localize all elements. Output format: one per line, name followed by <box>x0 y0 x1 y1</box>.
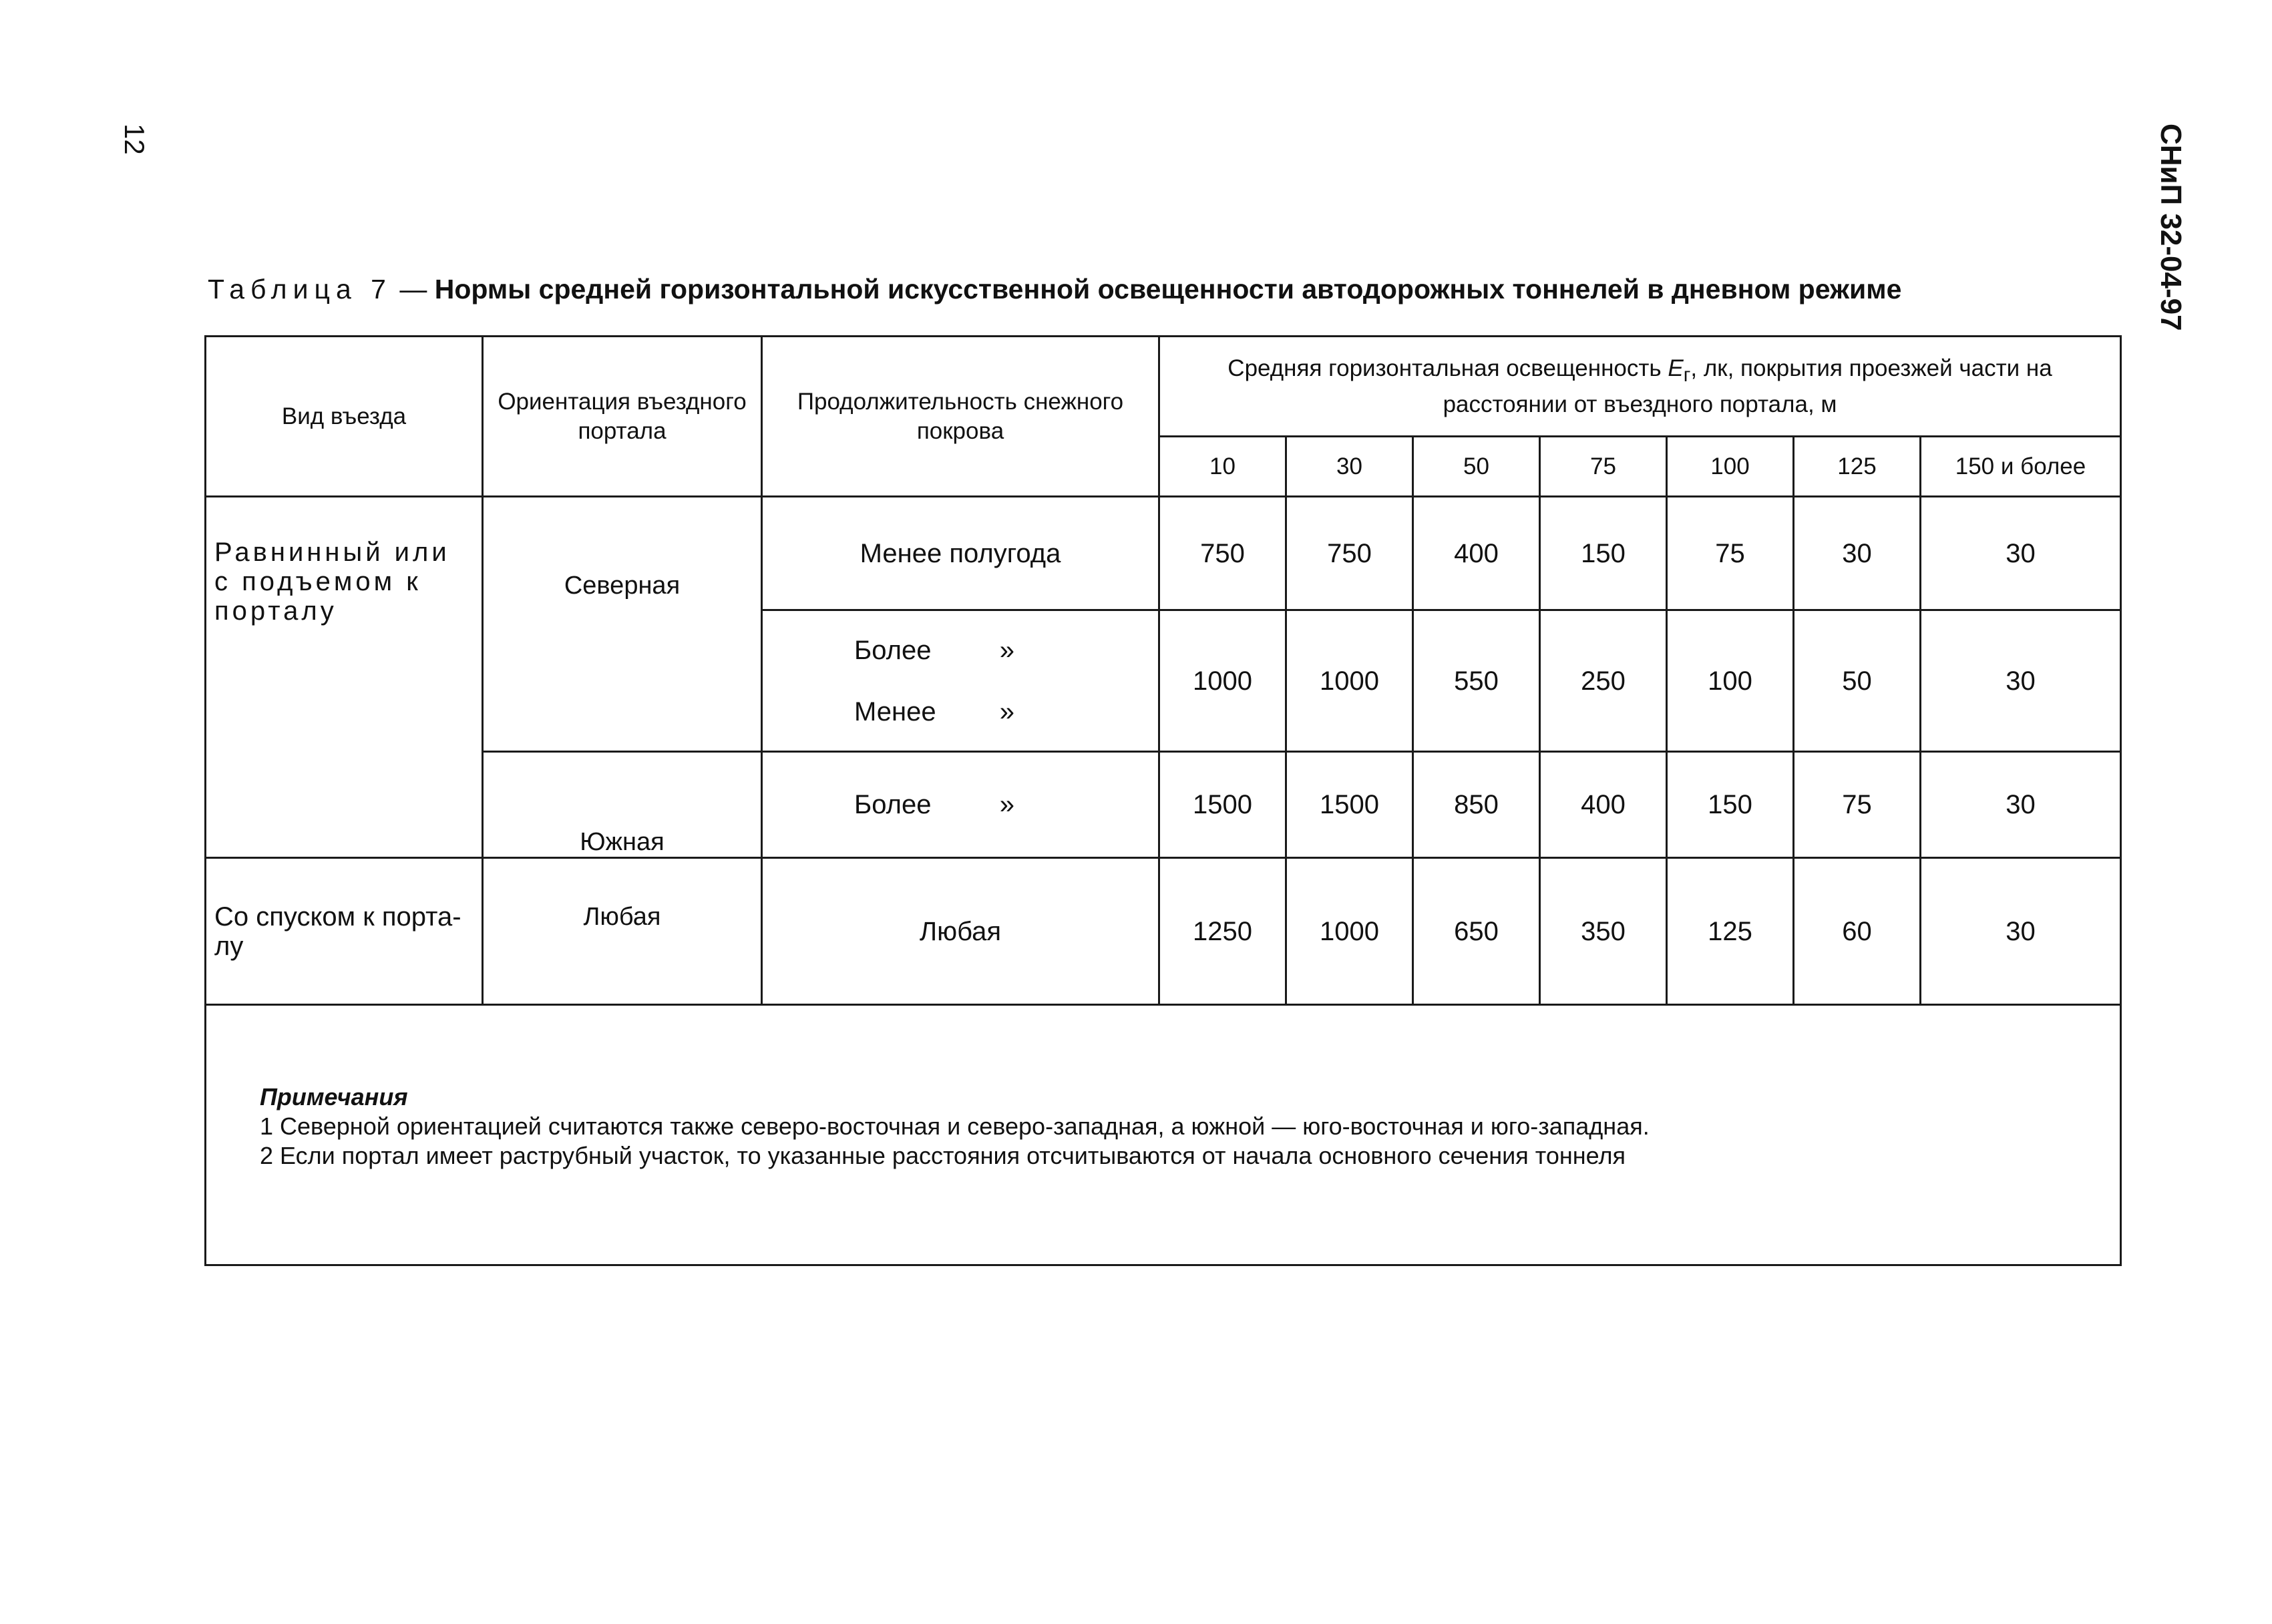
distance-header: 10 <box>1159 437 1286 497</box>
ditto-mark: » <box>999 635 1014 665</box>
caption-title: Нормы средней горизонтальной искусственной освещенности автодорожных тоннелей в дневном режиме <box>434 274 1902 304</box>
header-illuminance-pre: Средняя горизонтальная освещенность <box>1227 355 1668 381</box>
orientation-cell: Любая <box>483 858 762 1005</box>
value-cell: 550 <box>1413 610 1540 752</box>
duration-text: Более <box>854 790 932 819</box>
value-cell: 125 <box>1667 858 1794 1005</box>
value-cell: 30 <box>1921 752 2121 858</box>
entry-type-cell: Со спуском к порта-лу <box>206 858 483 1005</box>
header-entry-type: Вид въезда <box>206 337 483 497</box>
header-illuminance-symbol: E <box>1668 355 1684 381</box>
notes-title: Примечания <box>260 1083 408 1110</box>
header-duration: Продолжительность снежного покрова <box>762 337 1159 497</box>
duration-text: Менее <box>854 696 936 727</box>
header-row <box>206 337 2121 437</box>
value-cell: 150 <box>1667 752 1794 858</box>
value-cell: 75 <box>1794 752 1921 858</box>
header-illuminance-subscript: г <box>1683 364 1691 386</box>
header-illuminance <box>1159 337 2121 437</box>
duration-line <box>854 790 1014 819</box>
caption-dash: — <box>391 274 435 304</box>
table-row <box>206 752 2121 858</box>
orientation-cell: Северная <box>483 497 762 752</box>
value-cell: 1000 <box>1286 858 1413 1005</box>
notes-cell <box>206 1005 2121 1265</box>
table-row <box>206 858 2121 1005</box>
value-cell: 750 <box>1286 497 1413 610</box>
distance-header: 75 <box>1540 437 1667 497</box>
table-caption <box>208 272 2185 306</box>
duration-cell <box>762 610 1159 752</box>
value-cell: 650 <box>1413 858 1540 1005</box>
ditto-mark: » <box>999 696 1014 727</box>
caption-prefix: Таблица 7 <box>208 274 392 304</box>
duration-cell: Менее полугода <box>762 497 1159 610</box>
value-cell: 150 <box>1540 497 1667 610</box>
note-item: 1 Северной ориентацией считаются также северо-восточная и северо-западная, а южной — юго-восточная и юго-западная. <box>260 1112 1650 1140</box>
table-row <box>206 497 2121 610</box>
value-cell: 350 <box>1540 858 1667 1005</box>
value-cell: 100 <box>1667 610 1794 752</box>
value-cell: 1250 <box>1159 858 1286 1005</box>
notes-row <box>206 1005 2121 1265</box>
header-illuminance-post: , лк, покрытия проезжей части на расстоянии от въездного портала, м <box>1443 355 2052 417</box>
entry-type-text: Равнинный или с подъемом к порталу <box>214 538 450 626</box>
illumination-norms-table <box>204 335 2122 1266</box>
value-cell: 1000 <box>1286 610 1413 752</box>
orientation-cell: Южная <box>483 752 762 858</box>
value-cell: 400 <box>1540 752 1667 858</box>
distance-header: 100 <box>1667 437 1794 497</box>
duration-line <box>854 636 1014 665</box>
distance-header: 50 <box>1413 437 1540 497</box>
value-cell: 30 <box>1794 497 1921 610</box>
value-cell: 1000 <box>1159 610 1286 752</box>
distance-header: 125 <box>1794 437 1921 497</box>
page-number: 12 <box>119 124 150 155</box>
value-cell: 30 <box>1921 497 2121 610</box>
value-cell: 60 <box>1794 858 1921 1005</box>
value-cell: 850 <box>1413 752 1540 858</box>
value-cell: 400 <box>1413 497 1540 610</box>
ditto-mark: » <box>999 790 1014 819</box>
value-cell: 750 <box>1159 497 1286 610</box>
duration-line <box>854 697 1014 727</box>
document-code: СНиП 32-04-97 <box>2154 124 2187 331</box>
value-cell: 250 <box>1540 610 1667 752</box>
distance-header: 30 <box>1286 437 1413 497</box>
entry-type-cell <box>206 497 483 858</box>
header-orientation: Ориентация въездного портала <box>483 337 762 497</box>
value-cell: 75 <box>1667 497 1794 610</box>
duration-cell: Любая <box>762 858 1159 1005</box>
value-cell: 30 <box>1921 610 2121 752</box>
value-cell: 1500 <box>1159 752 1286 858</box>
note-item: 2 Если портал имеет раструбный участок, то указанные расстояния отсчитываются от начала основного сечения тоннеля <box>260 1142 1626 1169</box>
value-cell: 50 <box>1794 610 1921 752</box>
duration-text: Более <box>854 635 932 665</box>
value-cell: 30 <box>1921 858 2121 1005</box>
duration-cell <box>762 752 1159 858</box>
value-cell: 1500 <box>1286 752 1413 858</box>
distance-header: 150 и более <box>1921 437 2121 497</box>
